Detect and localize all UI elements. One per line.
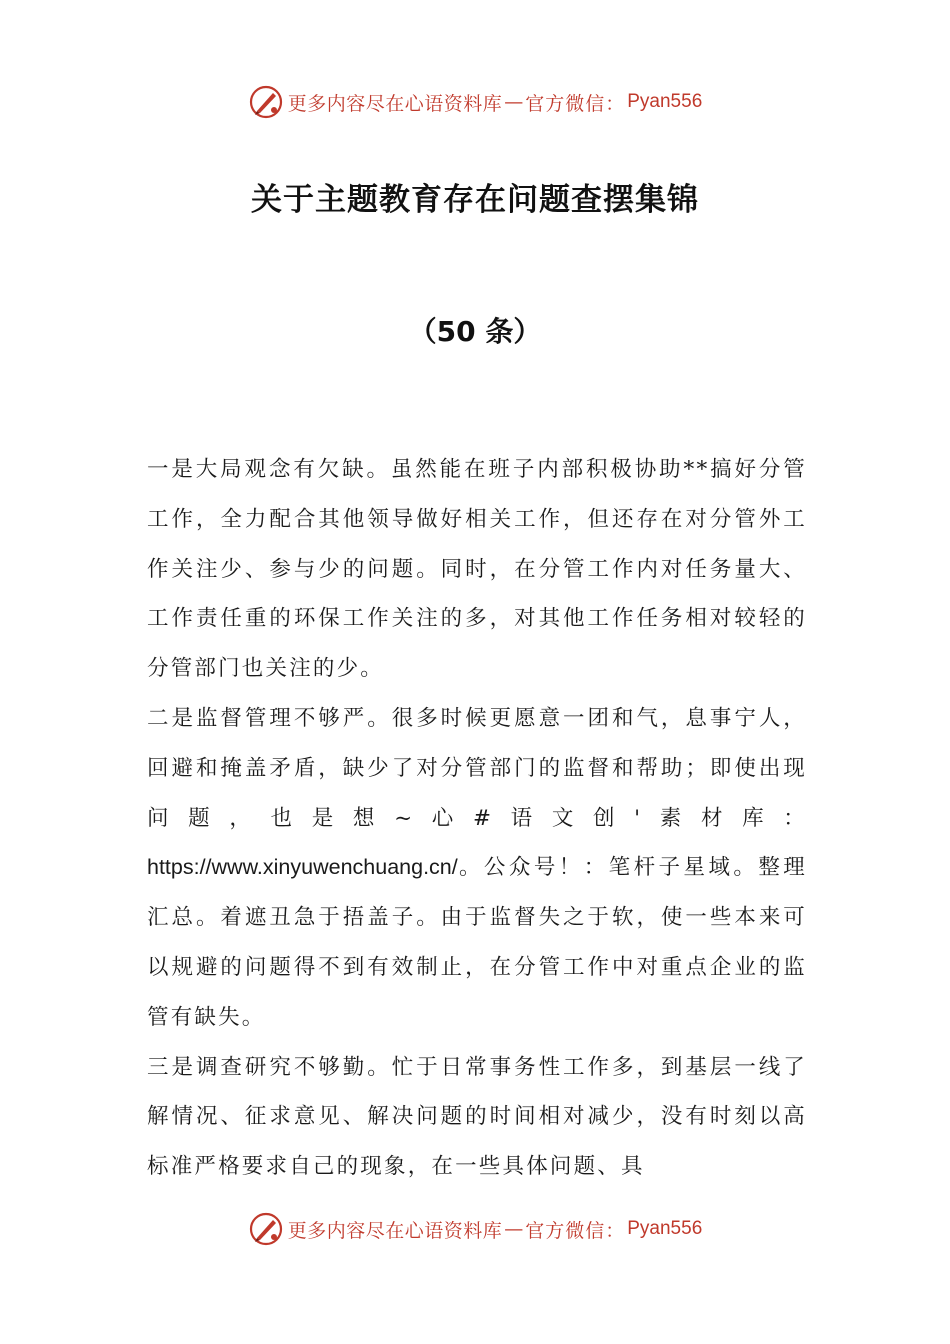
watermark-wechat-id: Pyan556 xyxy=(627,1218,703,1239)
watermark-wechat-label: 官方微信： xyxy=(525,1219,626,1242)
paragraph-2-text-b: 。公众号！：笔杆子星域。整理汇总。着遮丑急于捂盖子。由于监督失之于软，使一些本来可以规避的问题得不到有效制止，在分管工作中对重点企业的监管有缺失。 xyxy=(147,855,807,1030)
paragraph-2-text-a: 二是监督管理不够严。很多时候更愿意一团和气，息事宁人，回避和掩盖矛盾，缺少了对分管部门的监督和帮助；即使出现问题，也是想~心#语文创'素材库： xyxy=(147,705,807,831)
footer-watermark xyxy=(0,1209,950,1249)
paragraph-2 xyxy=(147,694,807,1043)
paragraph-1: 一是大局观念有欠缺。虽然能在班子内部积极协助**搞好分管工作，全力配合其他领导做好相关工作，但还存在对分管外工作关注少、参与少的问题。同时，在分管工作内对任务量大、工作责任重的环保工作关注的多，对其他工作任务相对较轻的分管部门也关注的少。 xyxy=(147,457,807,682)
watermark-wechat-label: 官方微信： xyxy=(525,92,626,115)
watermark-dash: — xyxy=(504,1218,524,1240)
document-body xyxy=(147,445,807,1192)
header-watermark xyxy=(0,82,950,122)
watermark-text: 更多内容尽在心语资料库 xyxy=(287,92,503,115)
watermark-dash: — xyxy=(504,91,524,113)
watermark-text: 更多内容尽在心语资料库 xyxy=(287,1219,503,1242)
pen-logo-icon xyxy=(248,1211,284,1247)
pen-logo-icon xyxy=(248,84,284,120)
paragraph-2-url: https://www.xinyuwenchuang.cn/ xyxy=(147,855,458,880)
paragraph-3: 三是调查研究不够勤。忙于日常事务性工作多，到基层一线了解情况、征求意见、解决问题的时间相对减少，没有时刻以高标准严格要求自己的现象，在一些具体问题、具 xyxy=(147,1054,807,1180)
document-subtitle: （50 条） xyxy=(408,315,542,348)
watermark-wechat-id: Pyan556 xyxy=(627,91,703,112)
document-title: 关于主题教育存在问题查摆集锦 xyxy=(251,182,699,218)
